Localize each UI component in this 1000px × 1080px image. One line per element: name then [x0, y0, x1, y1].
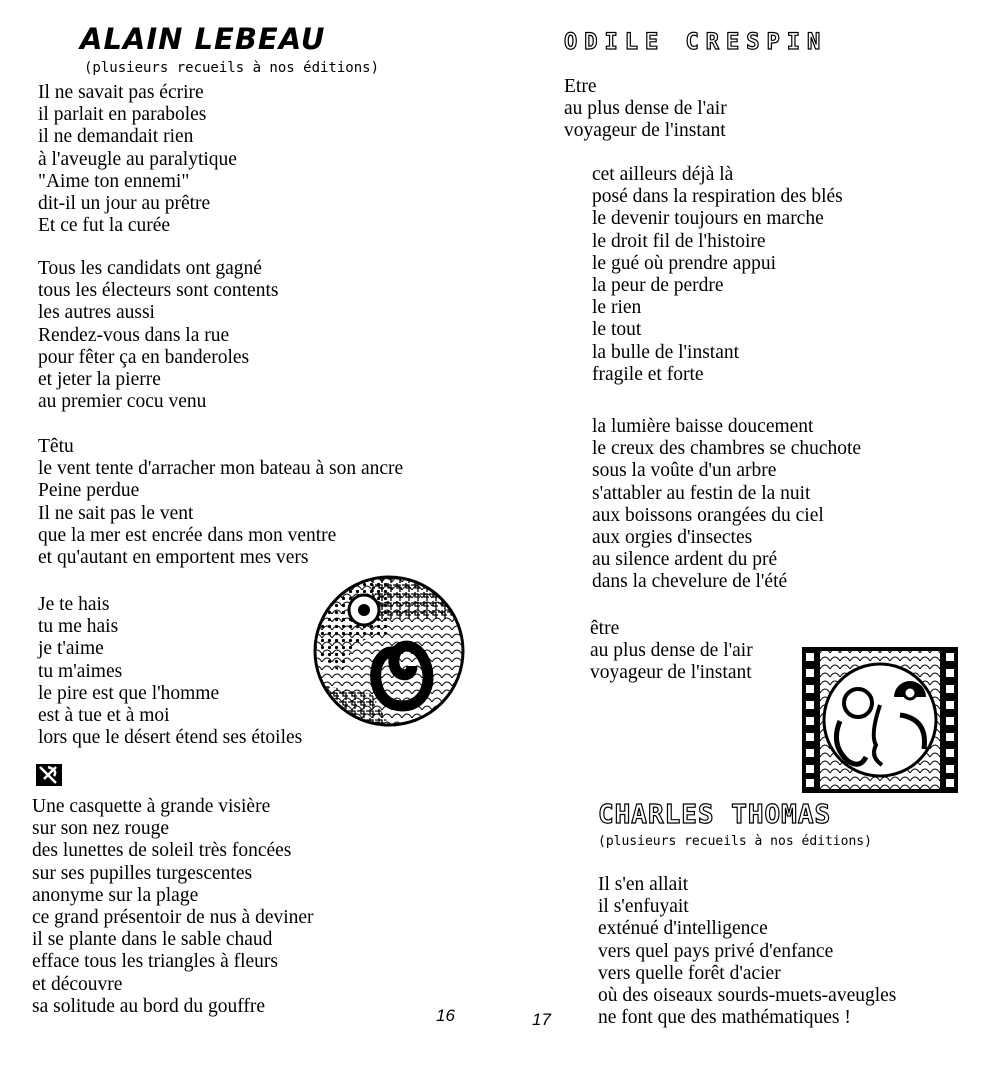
poem-line: sa solitude au bord du gouffre	[32, 995, 266, 1017]
poem-line: "Aime ton ennemi"	[38, 170, 190, 192]
stanza-4	[38, 594, 302, 749]
poem-line: les autres aussi	[38, 302, 155, 324]
poem-line: et jeter la pierre	[38, 369, 161, 391]
poem-line: efface tous les triangles à fleurs	[32, 951, 278, 973]
poem-line: anonyme sur la plage	[32, 884, 199, 906]
stanza-5	[32, 796, 314, 1018]
author-title-alain-lebeau: ALAIN LEBEAU	[80, 22, 326, 56]
stanza-1	[38, 82, 237, 237]
poem-line: où des oiseaux sourds-muets-aveugles	[598, 985, 897, 1007]
poem-line: Peine perdue	[38, 480, 140, 502]
poem-line: Et ce fut la curée	[38, 215, 171, 237]
poem-line: Il ne sait pas le vent	[38, 502, 194, 524]
poem-line: que la mer est encrée dans mon ventre	[38, 524, 337, 546]
author-title-charles-thomas: CHARLES THOMAS	[598, 800, 832, 830]
stanza-4	[590, 618, 753, 685]
poem-line: fragile et forte	[592, 363, 704, 385]
page-number: 17	[532, 1010, 551, 1029]
poem-line: Je te hais	[38, 594, 110, 615]
author-subtitle: (plusieurs recueils à nos éditions)	[598, 834, 872, 849]
poem-line: au silence ardent du pré	[592, 549, 778, 571]
poem-line: je t'aime	[38, 638, 104, 660]
poem-line: vers quelle forêt d'acier	[598, 962, 781, 984]
poem-line: le vent tente d'arracher mon bateau à son ancre	[38, 458, 404, 480]
poem-line: le gué où prendre appui	[592, 252, 777, 274]
poem-line: Rendez-vous dans la rue	[38, 324, 230, 346]
small-ornament-icon	[34, 762, 64, 788]
film-frame-face-icon	[800, 645, 960, 795]
poem-line: Il ne savait pas écrire	[38, 82, 204, 103]
poem-line: posé dans la respiration des blés	[592, 186, 843, 208]
author-subtitle: (plusieurs recueils à nos éditions)	[84, 60, 380, 76]
poem-line: vers quel pays privé d'enfance	[598, 940, 834, 962]
poem-line: le droit fil de l'histoire	[592, 230, 766, 252]
poem-line: Tous les candidats ont gagné	[38, 258, 262, 279]
poem-line: être	[590, 618, 620, 639]
poem-line: est à tue et à moi	[38, 705, 170, 727]
poem-line: le creux des chambres se chuchote	[592, 438, 862, 460]
poem-line: au plus dense de l'air	[564, 98, 727, 120]
poem-line: la peur de perdre	[592, 275, 724, 297]
poem-line: voyageur de l'instant	[590, 662, 752, 684]
poem-line: Têtu	[38, 436, 74, 457]
poem-line: la bulle de l'instant	[592, 341, 740, 363]
stanza-2	[38, 258, 278, 413]
poem-line: aux boissons orangées du ciel	[592, 504, 824, 526]
poem-line: le devenir toujours en marche	[592, 208, 824, 230]
stanza-2	[592, 164, 843, 386]
poem-line: et qu'autant en emportent mes vers	[38, 547, 309, 569]
poem-line: ce grand présentoir de nus à deviner	[32, 907, 314, 929]
poem-line: sous la voûte d'un arbre	[592, 460, 777, 482]
poem-line: il se plante dans le sable chaud	[32, 929, 273, 951]
poem-line: le pire est que l'homme	[38, 682, 220, 704]
poem-line: tous les électeurs sont contents	[38, 280, 279, 302]
poem-line: dit-il un jour au prêtre	[38, 193, 211, 215]
poem-line: la lumière baisse doucement	[592, 416, 814, 437]
poem-line: le rien	[592, 297, 642, 319]
circular-ornament-icon	[312, 574, 466, 728]
poem-line: lors que le désert étend ses étoiles	[38, 727, 303, 749]
poem-line: il ne demandait rien	[38, 126, 194, 148]
poem-line: sur son nez rouge	[32, 818, 170, 840]
poem-line: il parlait en paraboles	[38, 104, 207, 126]
poem-line: voyageur de l'instant	[564, 120, 726, 142]
poem-line: à l'aveugle au paralytique	[38, 148, 237, 170]
poem-line: et découvre	[32, 973, 123, 995]
right-page	[510, 0, 1000, 1080]
poem-line: le tout	[592, 319, 642, 341]
stanza-5	[598, 874, 896, 1029]
poem-line: tu me hais	[38, 616, 119, 638]
poem-line: au plus dense de l'air	[590, 640, 753, 662]
poem-line: cet ailleurs déjà là	[592, 164, 734, 185]
author-title-odile-crespin: ODILE CRESPIN	[564, 30, 828, 55]
poem-line: s'attabler au festin de la nuit	[592, 482, 811, 504]
poem-line: ne font que des mathématiques !	[598, 1007, 851, 1029]
poem-line: aux orgies d'insectes	[592, 527, 753, 549]
poem-line: Etre	[564, 76, 597, 97]
poem-line: tu m'aimes	[38, 660, 123, 682]
poem-line: au premier cocu venu	[38, 391, 207, 413]
poem-line: sur ses pupilles turgescentes	[32, 862, 253, 884]
poem-line: exténué d'intelligence	[598, 918, 768, 940]
poem-line: il s'enfuyait	[598, 896, 689, 918]
poem-line: Il s'en allait	[598, 874, 689, 895]
poem-line: Une casquette à grande visière	[32, 796, 271, 817]
stanza-3	[592, 416, 861, 594]
poem-line: pour fêter ça en banderoles	[38, 346, 250, 368]
stanza-1	[564, 76, 727, 143]
stanza-3	[38, 436, 403, 569]
page-number: 16	[436, 1006, 455, 1025]
poem-line: des lunettes de soleil très foncées	[32, 840, 292, 862]
poem-line: dans la chevelure de l'été	[592, 571, 788, 593]
